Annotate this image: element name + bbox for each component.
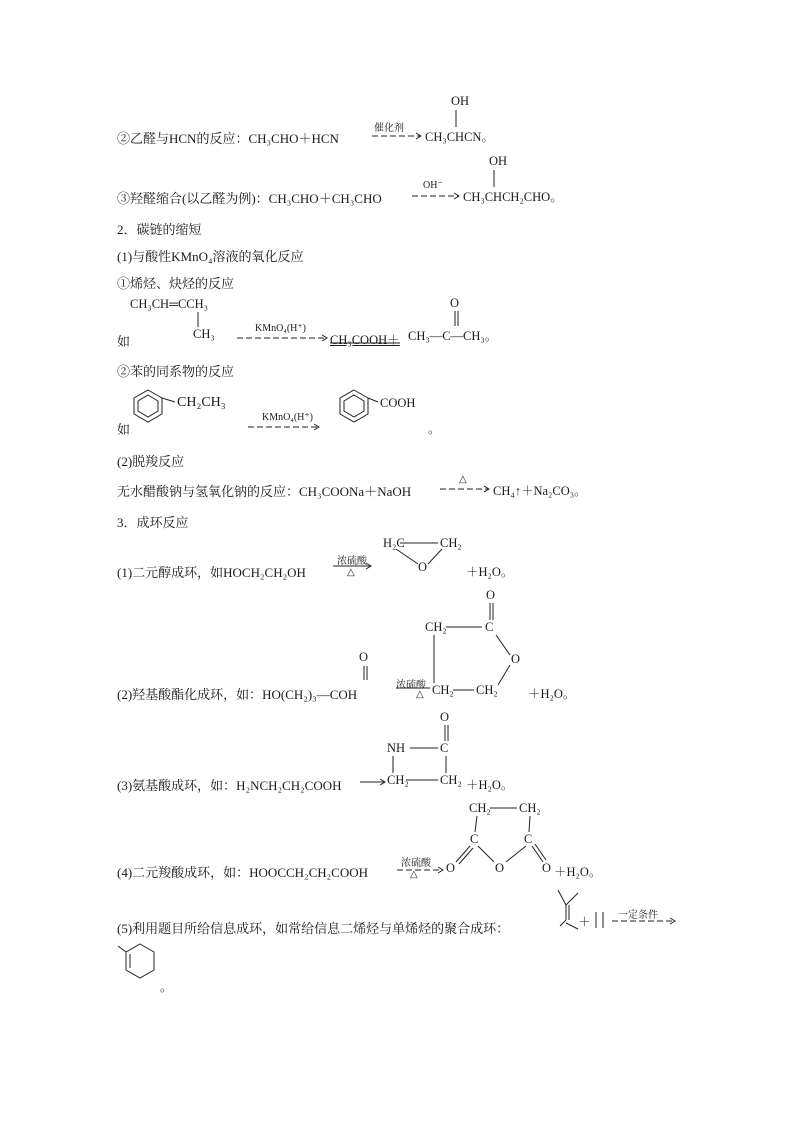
- catalyst-label: KMnO₄(H⁺): [255, 323, 306, 334]
- ru-label: 如: [117, 422, 131, 437]
- subheading-alkene: ①烯烃、炔烃的反应: [117, 276, 235, 291]
- heading-ring-formation: 3．成环反应: [117, 515, 189, 530]
- epoxide-ch2: CH₂: [440, 536, 462, 550]
- epoxide-h2c: H₂C: [383, 536, 405, 550]
- plus: ＋: [578, 915, 591, 929]
- catalyst-label: KMnO₄(H⁺): [262, 412, 313, 423]
- product-acetic: CH₃COOH＋: [330, 333, 400, 347]
- subheading-benzene: ②苯的同系物的反应: [117, 364, 235, 379]
- period: 。: [160, 980, 173, 994]
- heat-label: △: [416, 689, 424, 700]
- o-label: O: [359, 650, 369, 664]
- reaction-amino-acid: (3)氨基酸成环，如：H₂NCH₂CH₂COOH: [117, 778, 342, 793]
- ring-ch2: CH₂: [387, 773, 409, 787]
- ethyl-label: CH₂CH₃: [177, 395, 226, 410]
- ring-o: O: [495, 861, 505, 875]
- subheading-decarboxylation: (2)脱羧反应: [117, 454, 185, 469]
- ring-ch2: CH₂: [476, 683, 498, 697]
- product-acetone: CH₃—C—CH₃。: [408, 329, 498, 343]
- carbonyl-o: O: [440, 710, 450, 724]
- ring-ch2: CH₂: [432, 683, 454, 697]
- oh-label: OH: [451, 94, 470, 108]
- catalyst-label: 浓硫酸: [396, 680, 426, 691]
- water-label: ＋H₂O。: [466, 778, 514, 792]
- carbonyl-o: O: [542, 861, 552, 875]
- catalyst-label: 催化剂: [374, 123, 404, 134]
- ring-o: O: [511, 652, 521, 666]
- carbonyl-o: O: [486, 588, 496, 602]
- reaction-diels-alder: (5)利用题目所给信息成环，如常给信息二烯烃与单烯烃的聚合成环：: [117, 921, 510, 936]
- oh-label: OH: [489, 154, 508, 168]
- carbonyl-o: O: [446, 861, 456, 875]
- ring-ch2: CH₂: [425, 620, 447, 634]
- ring-nh: NH: [387, 741, 406, 755]
- ring-ch2: CH₂: [519, 801, 541, 815]
- product-label: CH₃CHCH₂CHO。: [463, 190, 563, 204]
- heat-label: △: [410, 869, 418, 880]
- ring-ch2: CH₂: [469, 801, 491, 815]
- ring-c: C: [485, 620, 494, 634]
- ring-c: C: [440, 741, 449, 755]
- catalyst-label: 浓硫酸: [337, 556, 367, 567]
- product-label: CH₃CHCN。: [425, 130, 494, 144]
- heat-label: △: [347, 567, 355, 578]
- water-label: ＋H₂O。: [466, 565, 514, 579]
- period: 。: [428, 422, 441, 436]
- cooh-label: COOH: [380, 396, 416, 410]
- heat-label: △: [459, 474, 467, 485]
- water-label: ＋H₂O。: [528, 687, 576, 701]
- heading-chain-shortening: 2．碳链的缩短: [117, 222, 202, 237]
- subheading-oxidation: (1)与酸性KMnO₄溶液的氧化反应: [117, 249, 304, 264]
- alkene-ch3: CH₃: [193, 327, 215, 341]
- reaction-hydroxy-acid: (2)羟基酸酯化成环，如：HO(CH₂)₃—COH: [117, 687, 358, 702]
- ru-label: 如: [117, 334, 131, 349]
- reaction-aldol: ③羟醛缩合(以乙醛为例)：CH₃CHO＋CH₃CHO: [117, 191, 382, 206]
- ring-ch2: CH₂: [440, 773, 462, 787]
- reaction-diacid: (4)二元羧酸成环，如：HOOCCH₂CH₂COOH: [117, 865, 369, 880]
- catalyst-label: 浓硫酸: [401, 858, 431, 869]
- alkene-formula: CH₃CH═CCH₃: [130, 297, 209, 311]
- water-label: ＋H₂O。: [554, 865, 602, 879]
- product-label: CH₄↑＋Na₂CO₃。: [493, 484, 587, 498]
- o-label: O: [450, 296, 460, 310]
- condition-label: 一定条件: [618, 910, 658, 921]
- epoxide-o: O: [418, 560, 428, 574]
- ring-c: C: [524, 832, 533, 846]
- ring-c: C: [470, 832, 479, 846]
- reaction-decarboxylation: 无水醋酸钠与氢氧化钠的反应：CH₃COONa＋NaOH: [117, 484, 412, 499]
- catalyst-label: OH⁻: [423, 180, 443, 191]
- reaction-aldehyde-hcn: ②乙醛与HCN的反应：CH₃CHO＋HCN: [117, 131, 339, 146]
- reaction-diol-ring: (1)二元醇成环，如HOCH₂CH₂OH: [117, 565, 306, 580]
